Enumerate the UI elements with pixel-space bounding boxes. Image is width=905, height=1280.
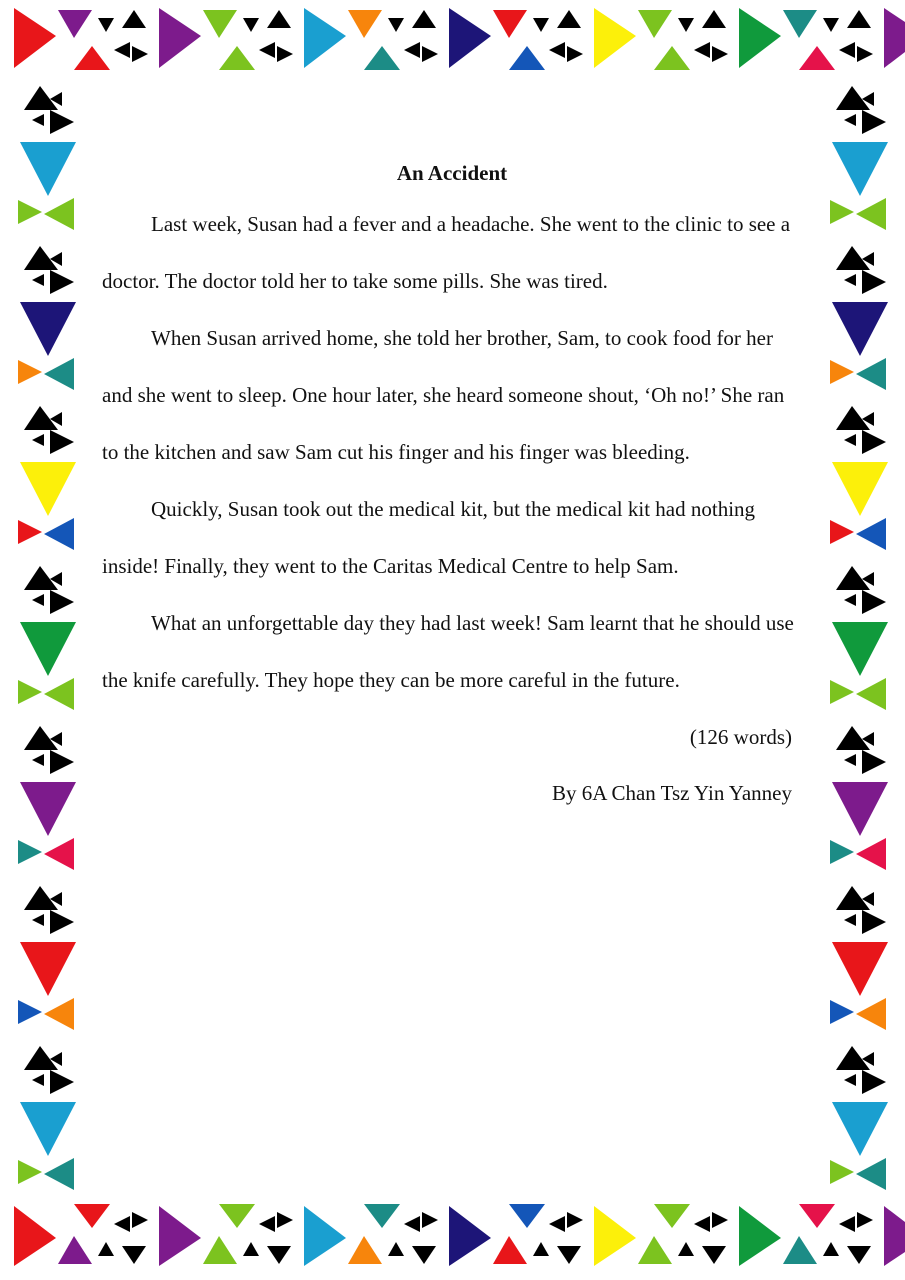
border-triangle [830, 200, 854, 224]
border-triangle [509, 46, 545, 70]
border-triangle [50, 430, 74, 454]
border-triangle [862, 750, 886, 774]
border-triangle [14, 1206, 56, 1266]
border-triangle [32, 754, 44, 766]
border-triangle [32, 594, 44, 606]
border-triangle [856, 998, 886, 1030]
border-triangle [832, 142, 888, 196]
border-triangle [304, 8, 346, 68]
border-triangle [159, 8, 201, 68]
border-triangle [58, 10, 92, 38]
border-triangle [277, 1212, 293, 1228]
border-triangle [304, 1206, 346, 1266]
border-triangle [267, 10, 291, 28]
border-triangle [856, 358, 886, 390]
border-triangle [32, 914, 44, 926]
border-triangle [20, 302, 76, 356]
border-triangle [422, 1212, 438, 1228]
border-triangle [702, 1246, 726, 1264]
border-triangle [44, 198, 74, 230]
border-triangle [14, 8, 56, 68]
border-triangle [702, 10, 726, 28]
border-triangle [114, 1216, 130, 1232]
border-triangle [348, 1236, 382, 1264]
border-triangle [712, 46, 728, 62]
border-triangle [412, 10, 436, 28]
border-triangle [856, 518, 886, 550]
border-triangle [830, 840, 854, 864]
border-triangle [32, 114, 44, 126]
essay-paragraph-3: Quickly, Susan took out the medical kit, but the medical kit had nothing inside! Finally, they went to the Caritas Medical Centre to help Sam. [102, 497, 756, 578]
border-triangle [364, 46, 400, 70]
border-triangle [50, 750, 74, 774]
border-triangle [847, 10, 871, 28]
border-triangle [44, 838, 74, 870]
essay-content [102, 152, 802, 821]
border-triangle [847, 1246, 871, 1264]
border-triangle [533, 18, 549, 32]
border-triangle [567, 1212, 583, 1228]
border-triangle [18, 840, 42, 864]
border-triangle [122, 10, 146, 28]
border-triangle [348, 10, 382, 38]
border-triangle [884, 1206, 905, 1266]
border-triangle [739, 8, 781, 68]
border-triangle [830, 1000, 854, 1024]
border-triangle [839, 42, 855, 58]
border-triangle [823, 1242, 839, 1256]
border-triangle [493, 10, 527, 38]
border-triangle [132, 46, 148, 62]
border-triangle [799, 1204, 835, 1228]
border-triangle [32, 1074, 44, 1086]
border-triangle [712, 1212, 728, 1228]
border-triangle [832, 462, 888, 516]
border-triangle [844, 1074, 856, 1086]
border-triangle [844, 914, 856, 926]
border-triangle [856, 838, 886, 870]
border-triangle [449, 8, 491, 68]
border-triangle [404, 42, 420, 58]
border-triangle [50, 590, 74, 614]
border-triangle [557, 1246, 581, 1264]
border-triangle [739, 1206, 781, 1266]
border-triangle [678, 1242, 694, 1256]
border-triangle [823, 18, 839, 32]
border-triangle [856, 678, 886, 710]
border-triangle [638, 10, 672, 38]
border-triangle [74, 1204, 110, 1228]
border-triangle [50, 110, 74, 134]
border-triangle [44, 678, 74, 710]
border-triangle [783, 1236, 817, 1264]
border-triangle [388, 1242, 404, 1256]
border-triangle [832, 1102, 888, 1156]
border-triangle [74, 46, 110, 70]
border-triangle [533, 1242, 549, 1256]
border-triangle [884, 8, 905, 68]
border-triangle [44, 518, 74, 550]
border-triangle [277, 46, 293, 62]
border-triangle [832, 782, 888, 836]
border-triangle [594, 8, 636, 68]
border-triangle [862, 270, 886, 294]
border-triangle [364, 1204, 400, 1228]
border-triangle [219, 46, 255, 70]
border-triangle [857, 46, 873, 62]
border-triangle [844, 434, 856, 446]
border-triangle [844, 594, 856, 606]
border-triangle [694, 42, 710, 58]
border-triangle [132, 1212, 148, 1228]
border-triangle [422, 46, 438, 62]
border-triangle [203, 10, 237, 38]
essay-paragraph-4: What an unforgettable day they had last week! Sam learnt that he should use the knife carefully. They hope they can be more careful in the future. [102, 611, 794, 692]
border-triangle [862, 110, 886, 134]
border-triangle [783, 10, 817, 38]
border-triangle [844, 754, 856, 766]
border-triangle [549, 42, 565, 58]
border-triangle [557, 10, 581, 28]
border-triangle [839, 1216, 855, 1232]
border-triangle [203, 1236, 237, 1264]
border-triangle [412, 1246, 436, 1264]
border-triangle [18, 520, 42, 544]
essay-paragraph-2: When Susan arrived home, she told her brother, Sam, to cook food for her and she went to sleep. One hour later, she heard someone shout, ‘Oh no!’ She ran to the kitchen and saw Sam cut his finger and his finger was bleeding. [102, 326, 785, 464]
border-triangle [50, 270, 74, 294]
border-triangle [243, 1242, 259, 1256]
border-triangle [44, 998, 74, 1030]
border-triangle [567, 46, 583, 62]
border-triangle [98, 18, 114, 32]
border-triangle [259, 1216, 275, 1232]
border-triangle [830, 680, 854, 704]
border-triangle [638, 1236, 672, 1264]
border-triangle [18, 360, 42, 384]
border-triangle [694, 1216, 710, 1232]
border-triangle [388, 18, 404, 32]
border-triangle [219, 1204, 255, 1228]
border-triangle [799, 46, 835, 70]
word-count: (126 words) [689, 725, 792, 749]
essay-paragraph-1: Last week, Susan had a fever and a headache. She went to the clinic to see a doctor. The doctor told her to take some pills. She was tired. [102, 212, 791, 293]
border-triangle [32, 434, 44, 446]
border-triangle [654, 46, 690, 70]
border-triangle [594, 1206, 636, 1266]
border-triangle [857, 1212, 873, 1228]
border-triangle [44, 1158, 74, 1190]
author-byline: By 6A Chan Tsz Yin Yanney [551, 781, 792, 805]
border-triangle [122, 1246, 146, 1264]
border-triangle [20, 462, 76, 516]
border-triangle [832, 942, 888, 996]
border-triangle [18, 680, 42, 704]
border-triangle [20, 942, 76, 996]
border-triangle [830, 360, 854, 384]
border-triangle [159, 1206, 201, 1266]
border-triangle [98, 1242, 114, 1256]
border-triangle [678, 18, 694, 32]
border-triangle [259, 42, 275, 58]
border-triangle [243, 18, 259, 32]
border-triangle [549, 1216, 565, 1232]
border-triangle [267, 1246, 291, 1264]
border-triangle [830, 1160, 854, 1184]
border-triangle [404, 1216, 420, 1232]
border-triangle [509, 1204, 545, 1228]
border-triangle [18, 1160, 42, 1184]
border-triangle [18, 200, 42, 224]
border-triangle [844, 274, 856, 286]
border-triangle [654, 1204, 690, 1228]
border-triangle [493, 1236, 527, 1264]
border-triangle [856, 1158, 886, 1190]
border-triangle [832, 622, 888, 676]
border-triangle [32, 274, 44, 286]
border-triangle [862, 590, 886, 614]
border-triangle [862, 430, 886, 454]
border-triangle [832, 302, 888, 356]
border-triangle [50, 1070, 74, 1094]
border-triangle [20, 782, 76, 836]
border-triangle [830, 520, 854, 544]
border-triangle [58, 1236, 92, 1264]
essay-title: An Accident [396, 161, 508, 185]
border-triangle [449, 1206, 491, 1266]
border-triangle [20, 622, 76, 676]
border-triangle [20, 142, 76, 196]
border-triangle [50, 910, 74, 934]
border-triangle [844, 114, 856, 126]
border-triangle [114, 42, 130, 58]
border-triangle [20, 1102, 76, 1156]
border-triangle [44, 358, 74, 390]
border-triangle [18, 1000, 42, 1024]
border-triangle [862, 1070, 886, 1094]
border-triangle [862, 910, 886, 934]
border-triangle [856, 198, 886, 230]
